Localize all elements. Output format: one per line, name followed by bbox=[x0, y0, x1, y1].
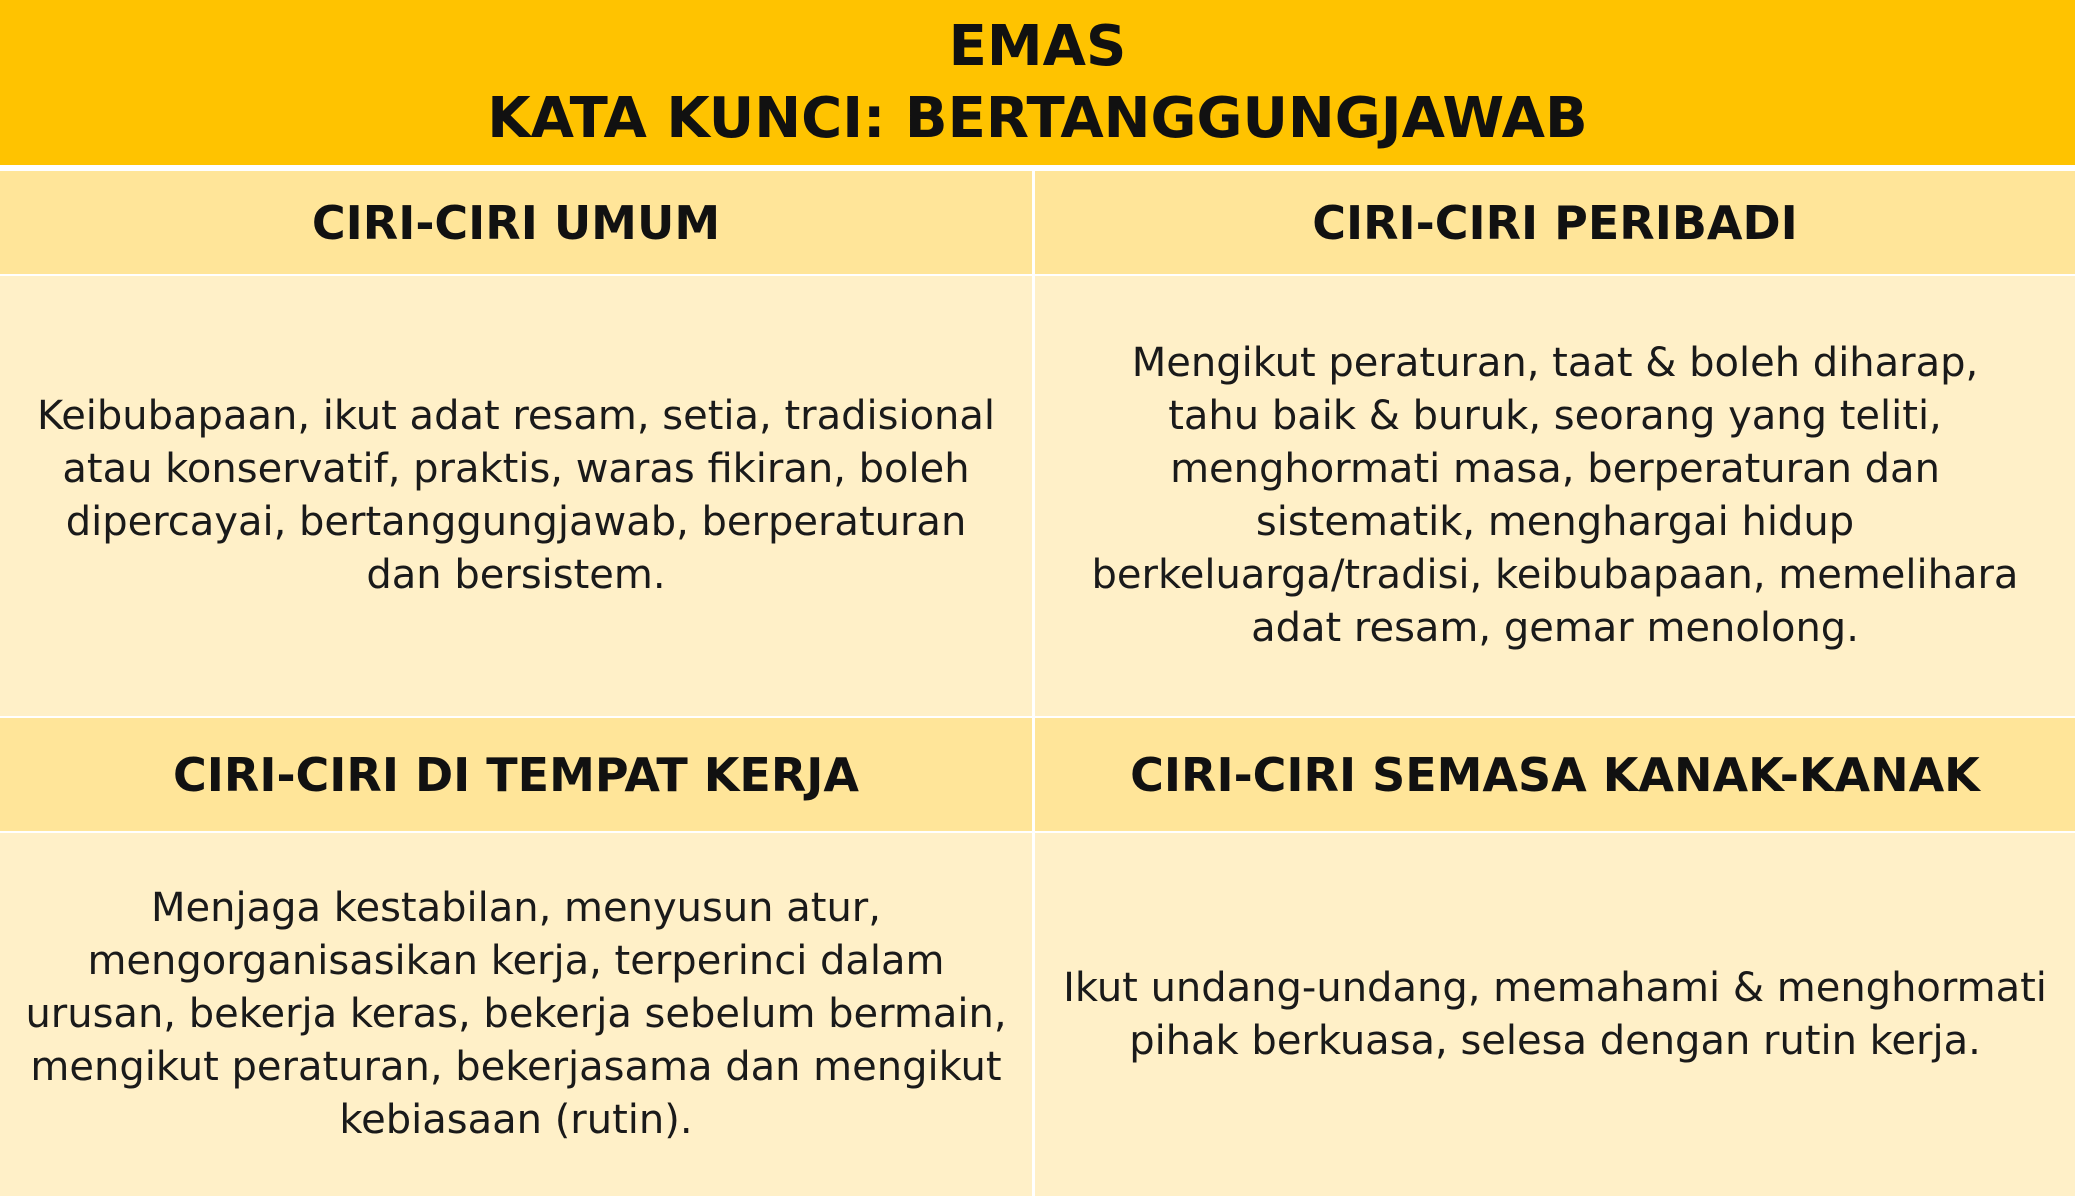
title-banner bbox=[0, 0, 2075, 165]
page-subtitle: KATA KUNCI: BERTANGGUNGJAWAB bbox=[487, 85, 1588, 151]
text-peribadi: Mengikut peraturan, taat & boleh diharap, tahu baik & buruk, seorang yang teliti, menghormati masa, berperaturan dan sistematik, menghargai hidup berkeluarga/tradisi, keibubapaan, memelihara adat resam, gemar menolong. bbox=[1091, 340, 2019, 651]
heading-peribadi: CIRI-CIRI PERIBADI bbox=[1035, 171, 2075, 274]
text-tempat-kerja: Menjaga kestabilan, menyusun atur, mengorganisasikan kerja, terperinci dalam urusan, bekerja keras, bekerja sebelum bermain, mengikut peraturan, bekerjasama dan mengikut kebiasaan (rutin). bbox=[25, 885, 1007, 1143]
text-umum: Keibubapaan, ikut adat resam, setia, tradisional atau konservatif, praktis, waras fikiran, boleh dipercayai, bertanggungjawab, berperaturan dan bersistem. bbox=[36, 393, 996, 598]
cell-peribadi bbox=[1035, 276, 2075, 716]
cell-kanak-kanak bbox=[1035, 833, 2075, 1196]
text-kanak-kanak: Ikut undang-undang, memahami & menghormati pihak berkuasa, selesa dengan rutin kerja. bbox=[1063, 964, 2047, 1064]
heading-umum: CIRI-CIRI UMUM bbox=[0, 171, 1032, 274]
page-title: EMAS bbox=[948, 13, 1127, 79]
heading-kanak-kanak: CIRI-CIRI SEMASA KANAK-KANAK bbox=[1035, 718, 2075, 831]
cell-tempat-kerja bbox=[0, 833, 1032, 1196]
heading-tempat-kerja: CIRI-CIRI DI TEMPAT KERJA bbox=[0, 718, 1032, 831]
cell-umum bbox=[0, 276, 1032, 716]
traits-table bbox=[0, 171, 2075, 1196]
